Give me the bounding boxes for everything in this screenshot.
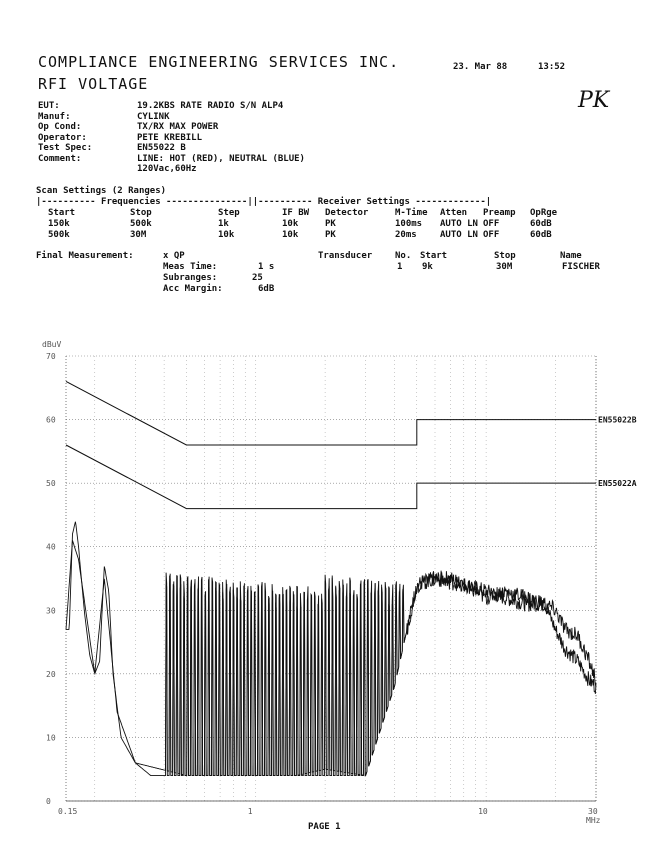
transducer-header: Stop xyxy=(494,251,516,261)
report-title: RFI VOLTAGE xyxy=(38,75,149,93)
transducer-header: Start xyxy=(420,251,448,261)
x-tick-label: 1 xyxy=(247,807,253,816)
scan-cell: OFF xyxy=(483,219,500,229)
page-number: PAGE 1 xyxy=(308,822,341,832)
scan-cell: AUTO LN xyxy=(440,230,478,240)
scan-column-header: OpRge xyxy=(530,208,558,218)
info-value: CYLINK xyxy=(137,111,170,122)
scan-cell: 1k xyxy=(218,219,229,229)
scan-cell: 500k xyxy=(48,230,70,240)
scan-cell: PK xyxy=(325,219,336,229)
report-time: 13:52 xyxy=(538,62,566,72)
scan-column-header: Atten xyxy=(440,208,468,218)
x-tick-label: 10 xyxy=(478,807,488,816)
report-date: 23. Mar 88 xyxy=(453,62,508,72)
frequencies-header: Frequencies xyxy=(101,197,161,207)
transducer-header: Name xyxy=(560,251,582,261)
x-tick-label: 30 xyxy=(588,807,598,816)
info-label: Comment: xyxy=(38,153,82,164)
scan-cell: 20ms xyxy=(395,230,417,240)
info-value: LINE: HOT (RED), NEUTRAL (BLUE) xyxy=(137,153,305,164)
info-value: EN55022 B xyxy=(137,143,186,153)
scan-cell: 500k xyxy=(130,219,152,229)
scan-cell: 60dB xyxy=(530,230,552,240)
transducer-cell: 1 xyxy=(397,262,403,272)
limit-lines xyxy=(66,381,637,508)
info-value: TX/RX MAX POWER xyxy=(137,122,219,132)
y-tick-label: 70 xyxy=(46,352,56,361)
limit-line xyxy=(66,445,596,509)
acc-margin-value: 6dB xyxy=(258,284,275,294)
transducer-header: Transducer xyxy=(318,251,373,261)
scan-cell: 10k xyxy=(282,230,299,240)
scan-cell: 10k xyxy=(218,230,235,240)
info-value: 120Vac,60Hz xyxy=(137,164,197,174)
handwritten-initials: PK xyxy=(578,88,610,113)
receiver-header: Receiver Settings xyxy=(317,197,410,207)
limit-line-label: EN55022A xyxy=(598,479,637,489)
final-measurement-mode: x QP xyxy=(163,251,185,261)
scan-column-header: IF BW xyxy=(282,208,310,218)
limit-line xyxy=(66,381,596,445)
info-label: Op Cond: xyxy=(38,122,82,132)
x-axis-unit: MHz xyxy=(586,816,601,825)
scan-cell: OFF xyxy=(483,230,500,240)
subranges-value: 25 xyxy=(252,273,263,283)
info-label: Test Spec: xyxy=(38,143,93,153)
y-tick-label: 30 xyxy=(46,606,56,616)
scan-column-header: M-Time xyxy=(395,208,428,218)
info-label: EUT: xyxy=(38,101,60,111)
y-tick-label: 20 xyxy=(46,669,56,679)
y-tick-label: 50 xyxy=(46,479,56,489)
axis-ticks xyxy=(46,352,598,816)
scan-settings-title: Scan Settings (2 Ranges) xyxy=(36,186,167,196)
y-axis-label: dBuV xyxy=(42,340,62,349)
scan-column-header: Stop xyxy=(130,208,152,218)
measurement-trace xyxy=(66,540,596,775)
final-measurement-label: Final Measurement: xyxy=(36,251,134,261)
scan-cell: 60dB xyxy=(530,219,552,229)
transducer-cell: 30M xyxy=(496,262,513,272)
meas-time-value: 1 s xyxy=(258,262,275,272)
acc-margin-label: Acc Margin: xyxy=(163,284,223,294)
limit-line-label: EN55022B xyxy=(598,415,637,425)
y-tick-label: 0 xyxy=(46,797,51,806)
y-tick-label: 40 xyxy=(46,542,56,552)
scan-cell: 100ms xyxy=(395,219,423,229)
scan-cell: 10k xyxy=(282,219,299,229)
scan-cell: AUTO LN xyxy=(440,219,478,229)
subranges-label: Subranges: xyxy=(163,273,218,283)
chart-grid xyxy=(66,356,596,801)
scan-column-header: Detector xyxy=(325,208,369,218)
scan-cell: 150k xyxy=(48,219,70,229)
company-name: COMPLIANCE ENGINEERING SERVICES INC. xyxy=(38,53,400,71)
meas-time-label: Meas Time: xyxy=(163,262,218,272)
info-value: 19.2KBS RATE RADIO S/N ALP4 xyxy=(137,101,284,111)
scan-bracket-frequencies: |---------- Frequencies ---------------||---------- Receiver Settings -------------| xyxy=(36,197,492,207)
transducer-cell: FISCHER xyxy=(562,262,600,272)
scan-cell: PK xyxy=(325,230,336,240)
transducer-cell: 9k xyxy=(422,262,433,272)
y-tick-label: 60 xyxy=(46,415,56,425)
info-value: PETE KREBILL xyxy=(137,132,203,143)
scan-column-header: Preamp xyxy=(483,208,516,218)
transducer-header: No. xyxy=(395,251,412,261)
scan-column-header: Start xyxy=(48,208,76,218)
x-tick-label: 0.15 xyxy=(58,807,78,816)
scan-cell: 30M xyxy=(130,230,147,240)
y-tick-label: 10 xyxy=(46,733,56,743)
info-label: Manuf: xyxy=(38,111,71,122)
scan-column-header: Step xyxy=(218,208,240,218)
info-label: Operator: xyxy=(38,132,87,143)
